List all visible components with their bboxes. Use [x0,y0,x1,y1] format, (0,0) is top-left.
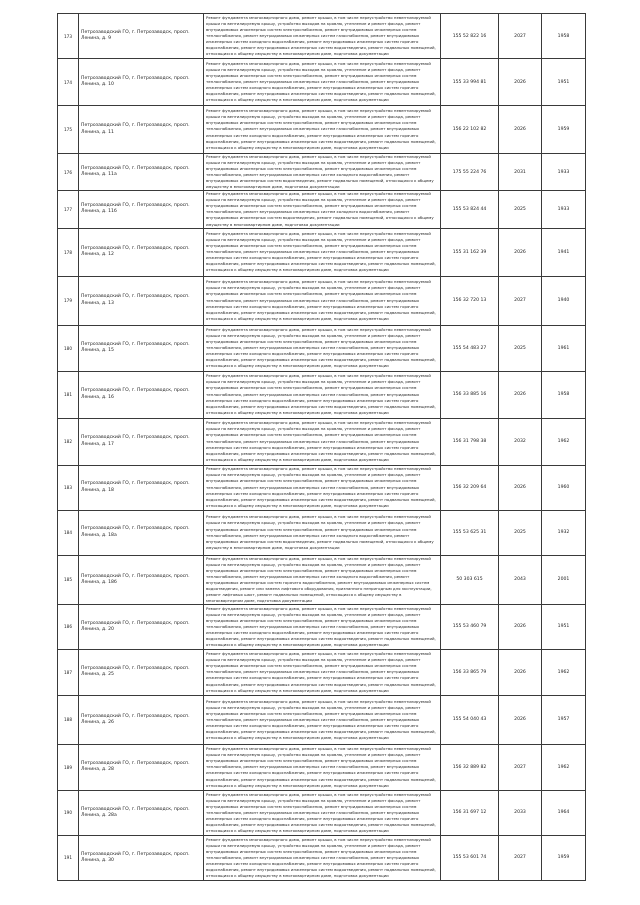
table-row [58,695,586,744]
address-cell: Петрозаводский ГО, г. Петрозаводск, просп. Ленина, д. 13 [79,276,204,325]
works-cell: Ремонт фундамента многоквартирного дома, ремонт крыши, в том числе переустройство невентилируемой крыши на вентилируемую крышу, устройство выходов на кровлю, утепление и ремонт фасада, ремонт внутридомовых инженерных систем электроснабжения, ремонт внутридомовых инженерных систем теплоснабжения, ремонт внутридомовых инженерных систем холодного водоснабжения, ремонт внутридомовых инженерных систем водоотведения, ремонт подвальных помещений, относящихся к общему имуществу в многоквартирном доме, подготовка документации [204,510,441,555]
row-number: 176 [58,154,79,191]
row-number: 188 [58,695,79,744]
table-row [58,744,586,790]
cost-cell: 156 32 889 82 [441,744,499,790]
built-year-cell: 1958 [542,371,586,418]
works-cell: Ремонт фундамента многоквартирного дома, ремонт крыши, в том числе переустройство невентилируемой крыши на вентилируемую крышу, устройство выходов на кровлю, утепление и ремонт фасада, ремонт внутридомовых инженерных систем электроснабжения, ремонт внутридомовых инженерных систем теплоснабжения, ремонт внутридомовых инженерных систем газоснабжения, ремонт внутридомовых инженерных систем холодного водоснабжения, ремонт внутридомовых инженерных систем горячего водоснабжения, ремонт внутридомовых инженерных систем водоотведения, ремонт подвальных помещений, относящихся к общему имуществу в многоквартирном доме, подготовка документации [204,604,441,649]
planned-year-cell: 2031 [499,154,542,191]
planned-year-cell: 2026 [499,228,542,276]
works-cell: Ремонт фундамента многоквартирного дома, ремонт крыши, в том числе переустройство невентилируемой крыши на вентилируемую крышу, устройство выходов на кровлю, утепление и ремонт фасада, ремонт внутридомовых инженерных систем электроснабжения, ремонт внутридомовых инженерных систем теплоснабжения, ремонт внутридомовых инженерных систем газоснабжения, ремонт внутридомовых инженерных систем холодного водоснабжения, ремонт внутридомовых инженерных систем горячего водоснабжения, ремонт внутридомовых инженерных систем водоотведения, ремонт подвальных помещений, относящихся к общему имуществу в многоквартирном доме, подготовка документации [204,276,441,325]
works-cell: Ремонт фундамента многоквартирного дома, ремонт крыши, в том числе переустройство невентилируемой крыши на вентилируемую крышу, устройство выходов на кровлю, утепление и ремонт фасада, ремонт внутридомовых инженерных систем электроснабжения, ремонт внутридомовых инженерных систем теплоснабжения, ремонт внутридомовых инженерных систем холодного водоснабжения, ремонт внутридомовых инженерных систем горячего водоснабжения, ремонт внутридомовых инженерных систем водоотведения, ремонт или замена лифтового оборудования, признанного непригодным для эксплуатации, ремонт лифтовых шахт, ремонт подвальных помещений, относящихся к общему имуществу в многоквартирном доме, подготовка документации [204,555,441,604]
cost-cell: 155 53 601 74 [441,835,499,880]
cost-cell: 155 54 040 43 [441,695,499,744]
address-cell: Петрозаводский ГО, г. Петрозаводск, просп. Ленина, д. 15 [79,325,204,371]
cost-cell: 155 53 824 44 [441,191,499,228]
table-row [58,371,586,418]
works-cell: Ремонт фундамента многоквартирного дома, ремонт крыши, в том числе переустройство невентилируемой крыши на вентилируемую крышу, устройство выходов на кровлю, утепление и ремонт фасада, ремонт внутридомовых инженерных систем электроснабжения, ремонт внутридомовых инженерных систем теплоснабжения, ремонт внутридомовых инженерных систем газоснабжения, ремонт внутридомовых инженерных систем холодного водоснабжения, ремонт внутридомовых инженерных систем горячего водоснабжения, ремонт внутридомовых инженерных систем водоотведения, ремонт подвальных помещений, относящихся к общему имуществу в многоквартирном доме, подготовка документации [204,835,441,880]
cost-cell: 156 22 102 82 [441,106,499,154]
cost-cell: 155 54 483 27 [441,325,499,371]
built-year-cell: 1957 [542,695,586,744]
row-number: 186 [58,604,79,649]
row-number: 190 [58,790,79,835]
row-number: 182 [58,418,79,465]
planned-year-cell: 2026 [499,465,542,510]
row-number: 181 [58,371,79,418]
address-cell: Петрозаводский ГО, г. Петрозаводск, просп. Ленина, д. 18а [79,510,204,555]
cost-cell: 155 53 460 79 [441,604,499,649]
built-year-cell: 1951 [542,604,586,649]
cost-cell: 156 31 697 12 [441,790,499,835]
works-cell: Ремонт фундамента многоквартирного дома, ремонт крыши, в том числе переустройство невентилируемой крыши на вентилируемую крышу, устройство выходов на кровлю, утепление и ремонт фасада, ремонт внутридомовых инженерных систем электроснабжения, ремонт внутридомовых инженерных систем теплоснабжения, ремонт внутридомовых инженерных систем газоснабжения, ремонт внутридомовых инженерных систем холодного водоснабжения, ремонт внутридомовых инженерных систем горячего водоснабжения, ремонт внутридомовых инженерных систем водоотведения, ремонт подвальных помещений, относящихся к общему имуществу в многоквартирном доме, подготовка документации [204,418,441,465]
table-body [58,14,586,881]
planned-year-cell: 2027 [499,835,542,880]
table-row [58,276,586,325]
row-number: 184 [58,510,79,555]
planned-year-cell: 2025 [499,510,542,555]
built-year-cell: 1940 [542,276,586,325]
row-number: 191 [58,835,79,880]
planned-year-cell: 2026 [499,604,542,649]
table-row [58,465,586,510]
address-cell: Петрозаводский ГО, г. Петрозаводск, просп. Ленина, д. 20 [79,604,204,649]
planned-year-cell: 2026 [499,59,542,106]
built-year-cell: 1933 [542,191,586,228]
row-number: 183 [58,465,79,510]
works-cell: Ремонт фундамента многоквартирного дома, ремонт крыши, в том числе переустройство невентилируемой крыши на вентилируемую крышу, устройство выходов на кровлю, утепление и ремонт фасада, ремонт внутридомовых инженерных систем электроснабжения, ремонт внутридомовых инженерных систем теплоснабжения, ремонт внутридомовых инженерных систем газоснабжения, ремонт внутридомовых инженерных систем холодного водоснабжения, ремонт внутридомовых инженерных систем горячего водоснабжения, ремонт внутридомовых инженерных систем водоотведения, ремонт подвальных помещений, относящихся к общему имуществу в многоквартирном доме, подготовка документации [204,649,441,695]
cost-cell: 156 32 720 13 [441,276,499,325]
table-row [58,59,586,106]
planned-year-cell: 2025 [499,191,542,228]
built-year-cell: 1961 [542,325,586,371]
address-cell: Петрозаводский ГО, г. Петрозаводск, просп. Ленина, д. 30 [79,835,204,880]
built-year-cell: 1962 [542,744,586,790]
table-row [58,325,586,371]
row-number: 187 [58,649,79,695]
works-cell: Ремонт фундамента многоквартирного дома, ремонт крыши, в том числе переустройство невентилируемой крыши на вентилируемую крышу, устройство выходов на кровлю, утепление и ремонт фасада, ремонт внутридомовых инженерных систем электроснабжения, ремонт внутридомовых инженерных систем теплоснабжения, ремонт внутридомовых инженерных систем газоснабжения, ремонт внутридомовых инженерных систем холодного водоснабжения, ремонт внутридомовых инженерных систем горячего водоснабжения, ремонт внутридомовых инженерных систем водоотведения, ремонт подвальных помещений, относящихся к общему имуществу в многоквартирном доме, подготовка документации [204,325,441,371]
planned-year-cell: 2026 [499,695,542,744]
row-number: 180 [58,325,79,371]
address-cell: Петрозаводский ГО, г. Петрозаводск, просп. Ленина, д. 17 [79,418,204,465]
address-cell: Петрозаводский ГО, г. Петрозаводск, просп. Ленина, д. 10 [79,59,204,106]
table-row [58,555,586,604]
row-number: 185 [58,555,79,604]
address-cell: Петрозаводский ГО, г. Петрозаводск, просп. Ленина, д. 26 [79,695,204,744]
planned-year-cell: 2043 [499,555,542,604]
built-year-cell: 1959 [542,835,586,880]
built-year-cell: 1962 [542,649,586,695]
table-row [58,835,586,880]
table-row [58,154,586,191]
table-row [58,604,586,649]
row-number: 174 [58,59,79,106]
works-cell: Ремонт фундамента многоквартирного дома, ремонт крыши, в том числе переустройство невентилируемой крыши на вентилируемую крышу, устройство выходов на кровлю, утепление и ремонт фасада, ремонт внутридомовых инженерных систем электроснабжения, ремонт внутридомовых инженерных систем теплоснабжения, ремонт внутридомовых инженерных систем газоснабжения, ремонт внутридомовых инженерных систем холодного водоснабжения, ремонт внутридомовых инженерных систем горячего водоснабжения, ремонт внутридомовых инженерных систем водоотведения, ремонт подвальных помещений, относящихся к общему имуществу в многоквартирном доме, подготовка документации [204,371,441,418]
address-cell: Петрозаводский ГО, г. Петрозаводск, просп. Ленина, д. 12 [79,228,204,276]
address-cell: Петрозаводский ГО, г. Петрозаводск, просп. Ленина, д. 11а [79,154,204,191]
address-cell: Петрозаводский ГО, г. Петрозаводск, просп. Ленина, д. 16 [79,371,204,418]
cost-cell: 155 31 162 39 [441,228,499,276]
repair-program-table [57,13,586,881]
works-cell: Ремонт фундамента многоквартирного дома, ремонт крыши, в том числе переустройство невентилируемой крыши на вентилируемую крышу, устройство выходов на кровлю, утепление и ремонт фасада, ремонт внутридомовых инженерных систем электроснабжения, ремонт внутридомовых инженерных систем теплоснабжения, ремонт внутридомовых инженерных систем газоснабжения, ремонт внутридомовых инженерных систем холодного водоснабжения, ремонт внутридомовых инженерных систем горячего водоснабжения, ремонт внутридомовых инженерных систем водоотведения, ремонт подвальных помещений, относящихся к общему имуществу в многоквартирном доме, подготовка документации [204,14,441,59]
address-cell: Петрозаводский ГО, г. Петрозаводск, просп. Ленина, д. 11 [79,106,204,154]
row-number: 177 [58,191,79,228]
document-sheet [57,13,585,881]
built-year-cell: 1959 [542,106,586,154]
built-year-cell: 1941 [542,228,586,276]
table-row [58,191,586,228]
cost-cell: 155 33 994 81 [441,59,499,106]
cost-cell: 155 53 625 31 [441,510,499,555]
table-row [58,106,586,154]
address-cell: Петрозаводский ГО, г. Петрозаводск, просп. Ленина, д. 18б [79,555,204,604]
works-cell: Ремонт фундамента многоквартирного дома, ремонт крыши, в том числе переустройство невентилируемой крыши на вентилируемую крышу, устройство выходов на кровлю, утепление и ремонт фасада, ремонт внутридомовых инженерных систем электроснабжения, ремонт внутридомовых инженерных систем теплоснабжения, ремонт внутридомовых инженерных систем газоснабжения, ремонт внутридомовых инженерных систем холодного водоснабжения, ремонт внутридомовых инженерных систем горячего водоснабжения, ремонт внутридомовых инженерных систем водоотведения, ремонт подвальных помещений, относящихся к общему имуществу в многоквартирном доме, подготовка документации [204,465,441,510]
planned-year-cell: 2025 [499,325,542,371]
planned-year-cell: 2027 [499,14,542,59]
address-cell: Петрозаводский ГО, г. Петрозаводск, просп. Ленина, д. 28а [79,790,204,835]
works-cell: Ремонт фундамента многоквартирного дома, ремонт крыши, в том числе переустройство невентилируемой крыши на вентилируемую крышу, устройство выходов на кровлю, утепление и ремонт фасада, ремонт внутридомовых инженерных систем электроснабжения, ремонт внутридомовых инженерных систем теплоснабжения, ремонт внутридомовых инженерных систем газоснабжения, ремонт внутридомовых инженерных систем холодного водоснабжения, ремонт внутридомовых инженерных систем горячего водоснабжения, ремонт внутридомовых инженерных систем водоотведения, ремонт подвальных помещений, относящихся к общему имуществу в многоквартирном доме, подготовка документации [204,744,441,790]
table-row [58,418,586,465]
address-cell: Петрозаводский ГО, г. Петрозаводск, просп. Ленина, д. 11б [79,191,204,228]
row-number: 175 [58,106,79,154]
table-row [58,510,586,555]
cost-cell: 50 303 615 [441,555,499,604]
planned-year-cell: 2032 [499,418,542,465]
address-cell: Петрозаводский ГО, г. Петрозаводск, просп. Ленина, д. 28 [79,744,204,790]
planned-year-cell: 2026 [499,649,542,695]
planned-year-cell: 2026 [499,371,542,418]
planned-year-cell: 2033 [499,790,542,835]
cost-cell: 156 32 209 64 [441,465,499,510]
works-cell: Ремонт фундамента многоквартирного дома, ремонт крыши, в том числе переустройство невентилируемой крыши на вентилируемую крышу, устройство выходов на кровлю, утепление и ремонт фасада, ремонт внутридомовых инженерных систем электроснабжения, ремонт внутридомовых инженерных систем теплоснабжения, ремонт внутридомовых инженерных систем газоснабжения, ремонт внутридомовых инженерных систем холодного водоснабжения, ремонт внутридомовых инженерных систем горячего водоснабжения, ремонт внутридомовых инженерных систем водоотведения, ремонт подвальных помещений, относящихся к общему имуществу в многоквартирном доме, подготовка документации [204,59,441,106]
row-number: 179 [58,276,79,325]
table-row [58,14,586,59]
works-cell: Ремонт фундамента многоквартирного дома, ремонт крыши, в том числе переустройство невентилируемой крыши на вентилируемую крышу, устройство выходов на кровлю, утепление и ремонт фасада, ремонт внутридомовых инженерных систем электроснабжения, ремонт внутридомовых инженерных систем теплоснабжения, ремонт внутридомовых инженерных систем газоснабжения, ремонт внутридомовых инженерных систем холодного водоснабжения, ремонт внутридомовых инженерных систем горячего водоснабжения, ремонт внутридомовых инженерных систем водоотведения, ремонт подвальных помещений, относящихся к общему имуществу в многоквартирном доме, подготовка документации [204,228,441,276]
works-cell: Ремонт фундамента многоквартирного дома, ремонт крыши, в том числе переустройство невентилируемой крыши на вентилируемую крышу, устройство выходов на кровлю, утепление и ремонт фасада, ремонт внутридомовых инженерных систем электроснабжения, ремонт внутридомовых инженерных систем теплоснабжения, ремонт внутридомовых инженерных систем газоснабжения, ремонт внутридомовых инженерных систем холодного водоснабжения, ремонт внутридомовых инженерных систем горячего водоснабжения, ремонт внутридомовых инженерных систем водоотведения, ремонт подвальных помещений, относящихся к общему имуществу в многоквартирном доме, подготовка документации [204,695,441,744]
row-number: 173 [58,14,79,59]
cost-cell: 175 55 224 76 [441,154,499,191]
planned-year-cell: 2026 [499,106,542,154]
row-number: 189 [58,744,79,790]
table-row [58,228,586,276]
cost-cell: 156 33 885 16 [441,371,499,418]
planned-year-cell: 2027 [499,744,542,790]
address-cell: Петрозаводский ГО, г. Петрозаводск, просп. Ленина, д. 25 [79,649,204,695]
table-row [58,790,586,835]
built-year-cell: 1964 [542,790,586,835]
built-year-cell: 1951 [542,59,586,106]
built-year-cell: 1932 [542,510,586,555]
row-number: 178 [58,228,79,276]
works-cell: Ремонт фундамента многоквартирного дома, ремонт крыши, в том числе переустройство невентилируемой крыши на вентилируемую крышу, устройство выходов на кровлю, утепление и ремонт фасада, ремонт внутридомовых инженерных систем электроснабжения, ремонт внутридомовых инженерных систем теплоснабжения, ремонт внутридомовых инженерных систем холодного водоснабжения, ремонт внутридомовых инженерных систем водоотведения, ремонт подвальных помещений, относящихся к общему имуществу в многоквартирном доме, подготовка документации [204,154,441,191]
works-cell: Ремонт фундамента многоквартирного дома, ремонт крыши, в том числе переустройство невентилируемой крыши на вентилируемую крышу, устройство выходов на кровлю, утепление и ремонт фасада, ремонт внутридомовых инженерных систем электроснабжения, ремонт внутридомовых инженерных систем теплоснабжения, ремонт внутридомовых инженерных систем холодного водоснабжения, ремонт внутридомовых инженерных систем водоотведения, ремонт подвальных помещений, относящихся к общему имуществу в многоквартирном доме, подготовка документации [204,191,441,228]
address-cell: Петрозаводский ГО, г. Петрозаводск, просп. Ленина, д. 18 [79,465,204,510]
built-year-cell: 1958 [542,14,586,59]
table-row [58,649,586,695]
built-year-cell: 2001 [542,555,586,604]
planned-year-cell: 2027 [499,276,542,325]
built-year-cell: 1960 [542,465,586,510]
cost-cell: 155 52 822 16 [441,14,499,59]
cost-cell: 156 33 865 79 [441,649,499,695]
works-cell: Ремонт фундамента многоквартирного дома, ремонт крыши, в том числе переустройство невентилируемой крыши на вентилируемую крышу, устройство выходов на кровлю, утепление и ремонт фасада, ремонт внутридомовых инженерных систем электроснабжения, ремонт внутридомовых инженерных систем теплоснабжения, ремонт внутридомовых инженерных систем газоснабжения, ремонт внутридомовых инженерных систем холодного водоснабжения, ремонт внутридомовых инженерных систем горячего водоснабжения, ремонт внутридомовых инженерных систем водоотведения, ремонт подвальных помещений, относящихся к общему имуществу в многоквартирном доме, подготовка документации [204,790,441,835]
address-cell: Петрозаводский ГО, г. Петрозаводск, просп. Ленина, д. 9 [79,14,204,59]
built-year-cell: 1933 [542,154,586,191]
cost-cell: 156 31 798 38 [441,418,499,465]
works-cell: Ремонт фундамента многоквартирного дома, ремонт крыши, в том числе переустройство невентилируемой крыши на вентилируемую крышу, устройство выходов на кровлю, утепление и ремонт фасада, ремонт внутридомовых инженерных систем электроснабжения, ремонт внутридомовых инженерных систем теплоснабжения, ремонт внутридомовых инженерных систем газоснабжения, ремонт внутридомовых инженерных систем холодного водоснабжения, ремонт внутридомовых инженерных систем горячего водоснабжения, ремонт внутридомовых инженерных систем водоотведения, ремонт подвальных помещений, относящихся к общему имуществу в многоквартирном доме, подготовка документации [204,106,441,154]
built-year-cell: 1962 [542,418,586,465]
